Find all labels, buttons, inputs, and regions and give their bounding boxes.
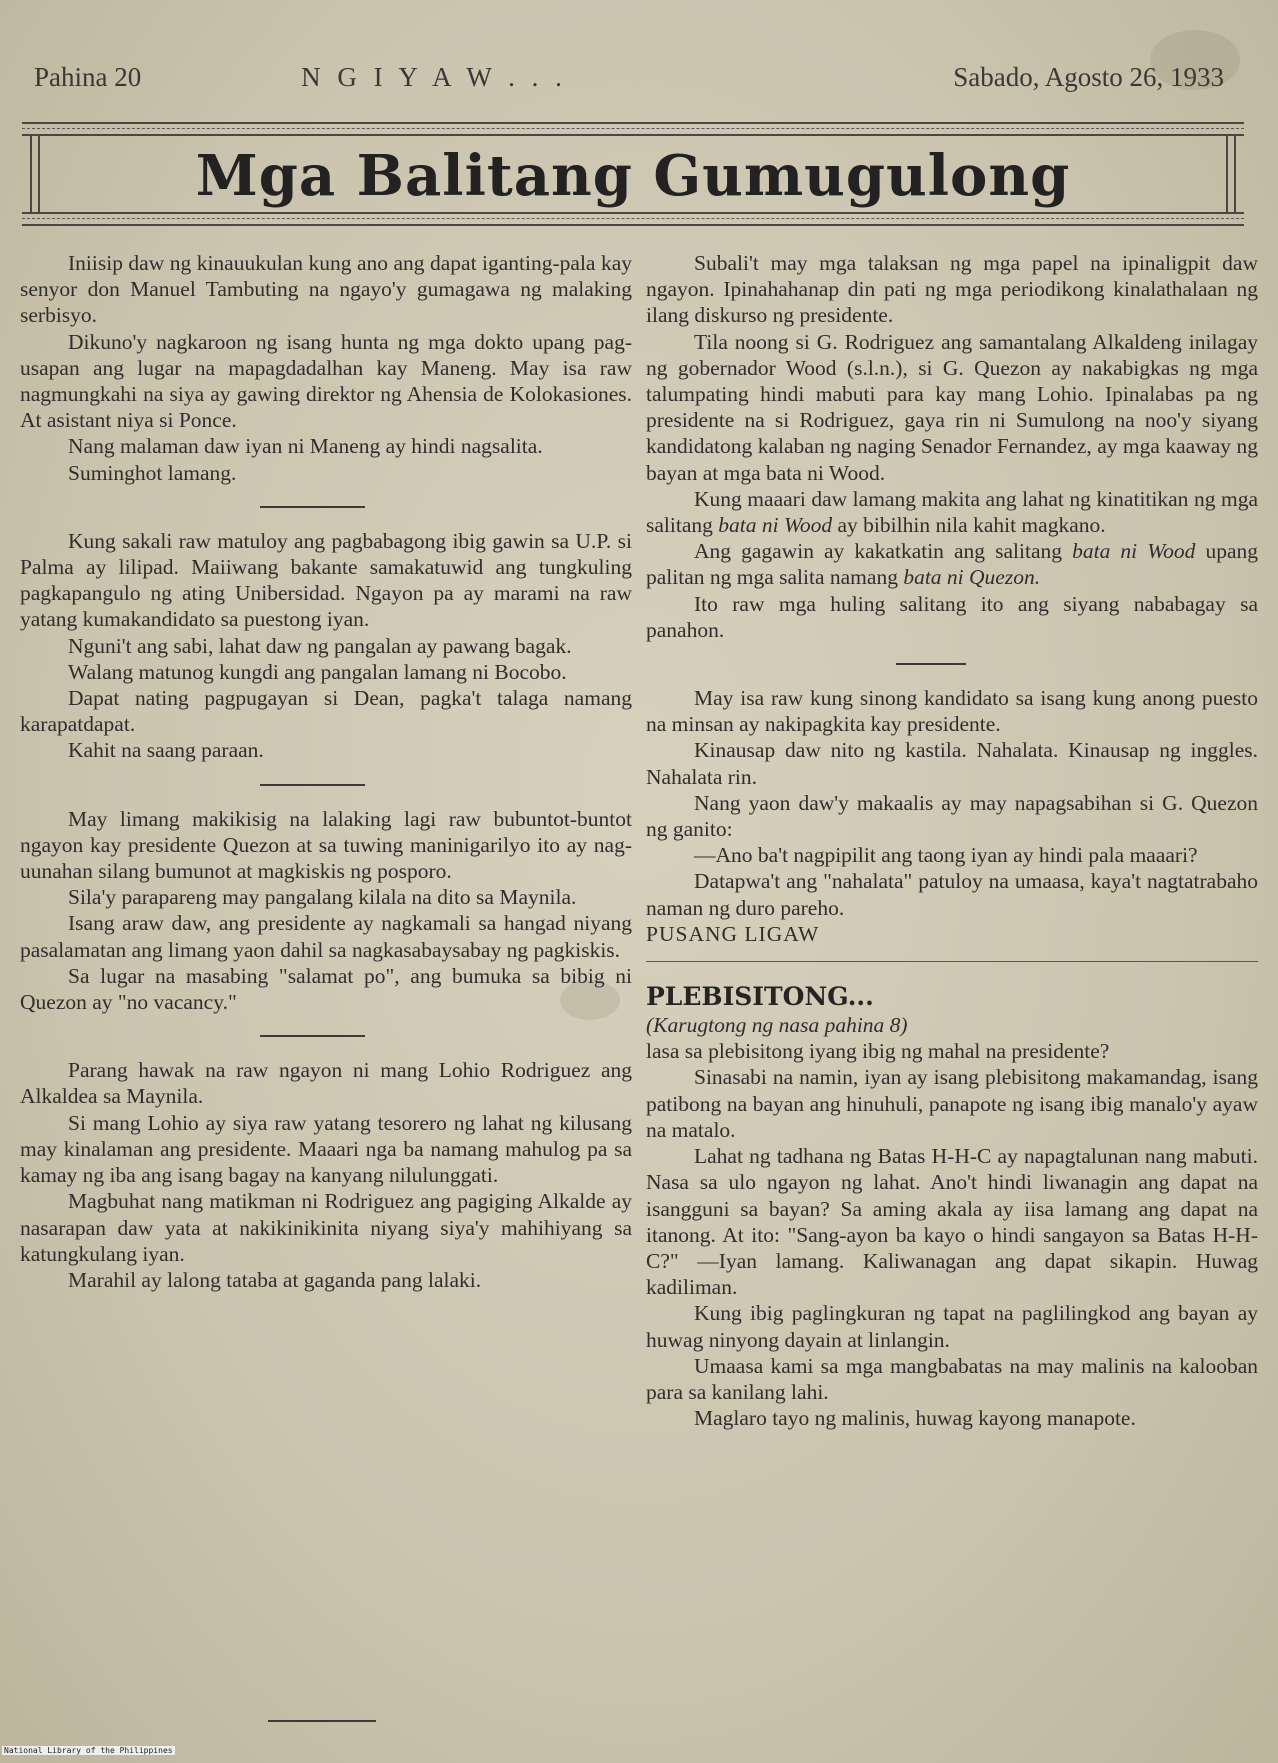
text-run: ay bibilhin nila kahit magkano. (837, 513, 1106, 538)
left-column (20, 250, 632, 1293)
continued-article-heading: PLEBISITONG... (646, 982, 874, 1012)
running-head (34, 62, 1264, 102)
item-separator (20, 774, 632, 794)
section-title: Mga Balitang Gumugulong (195, 143, 1071, 209)
masthead-rule (22, 122, 1244, 124)
page-number: Pahina 20 (34, 62, 142, 92)
paragraph: Magbuhat nang matikman ni Rodriguez ang pagiging Alkalde ay nasarapan daw yata at nakikinikinita niyang siya'y mahihiyang sa katungkulang iyan. (20, 1189, 632, 1266)
paragraph: lasa sa plebisitong iyang ibig ng mahal na presidente? (646, 1039, 1110, 1064)
masthead-rule (22, 134, 1244, 136)
paragraph: Nang malaman daw iyan ni Maneng ay hindi nagsalita. (68, 434, 543, 459)
paragraph: Dapat nating pagpugayan si Dean, pagka't talaga namang karapatdapat. (20, 686, 632, 737)
paragraph (646, 538, 1258, 590)
right-column (646, 250, 1258, 1431)
paragraph: Iniisip daw ng kinauukulan kung ano ang dapat iganting-pala kay senyor don Manuel Tambuting na ngayo'y gumagawa ng malaking serbisyo. (20, 251, 632, 328)
italic-phrase: bata ni Wood (1072, 539, 1196, 564)
paragraph: Nang yaon daw'y makaalis ay may napagsabihan si G. Quezon ng ganito: (646, 790, 1258, 842)
paragraph: Dikuno'y nagkaroon ng isang hunta ng mga dokto upang pag-usapan ang lugar na mapagdadalhan kay Maneng. May isa raw nagmungkahi na siya ay gawing direktor ng Ahensia de Kolokasiones. At asistant niya si Ponce. (20, 329, 632, 433)
issue-date: Sabado, Agosto 26, 1933 (953, 62, 1224, 92)
text-run: upang palitan ng mga salita namang (646, 539, 1259, 590)
text-run: Kung maaari daw lamang makita ang lahat ng kinatitikan ng mga salitang (646, 486, 1258, 538)
paragraph: Lahat ng tadhana ng Batas H-H-C ay napagtalunan nang mabuti. Nasa sa ulo ngayon ng lahat. Ano't hindi liwanagin ang dapat na isangguni sa bayan? Sa aming akala ay iisa lamang ang dapat na itanong. At ito: "Sang-ayon ba kayo o hindi sangayon sa Batas H-H-C?" —Iyan lamang. Kaliwanagan ang dapat sikapin. Huwag kadiliman. (646, 1144, 1258, 1300)
author-signature: PUSANG LIGAW (646, 921, 820, 946)
paragraph: Ito raw mga huling salitang ito ang siyang nababagay sa panahon. (646, 591, 1258, 642)
paragraph: Kinausap daw nito ng kastila. Nahalata. Kinausap ng inggles. Nahalata rin. (646, 738, 1258, 789)
italic-phrase: bata ni Quezon. (903, 565, 1041, 590)
paragraph: Subali't may mga talaksan ng mga papel na ipinaligpit daw ngayon. Ipinahahanap din pati ng mga periodikong kinalathalaan ng ilang diskurso ng presidente. (646, 251, 1258, 328)
masthead-rule (22, 128, 1244, 129)
paragraph: Kung ibig paglingkuran ng tapat na paglilingkod ang bayan ay huwag ninyong dayain at linlangin. (646, 1301, 1258, 1352)
italic-phrase: bata ni Wood (718, 513, 833, 538)
paragraph: Si mang Lohio ay siya raw yatang tesorero ng lahat ng kilusang may kinalaman ang presidente. Maaari nga ba namang mahulog pa sa kamay ng iba ang isang bagay na kanyang nilulunggati. (20, 1110, 632, 1188)
item-separator (646, 653, 1258, 673)
paragraph: Isang araw daw, ang presidente ay nagkamali sa hangad niyang pasalamatan ang limang yaon dahil sa nagkasabaysabay ng pagkiskis. (20, 911, 632, 962)
paragraph (646, 486, 1258, 538)
paragraph: Kung sakali raw matuloy ang pagbabagong ibig gawin sa U.P. si Palma ay lilipad. Maiiwang bakante samakatuwid ang tungkuling pagkapangulo ng ating Unibersidad. Ngayon pa ay marami na raw yatang kumakandidato sa puestong iyan. (20, 528, 632, 632)
paragraph: Kahit na saang paraan. (68, 738, 264, 763)
archive-credit: National Library of the Philippines (4, 1746, 173, 1755)
paragraph: Umaasa kami sa mga mangbabatas na may malinis na kalooban para sa kanilang lahi. (646, 1353, 1258, 1404)
paragraph: Marahil ay lalong tataba at gaganda pang lalaki. (68, 1267, 482, 1292)
paragraph: —Ano ba't nagpipilit ang taong iyan ay hindi pala maaari? (694, 843, 1198, 868)
masthead-rule (22, 212, 1244, 214)
paragraph: Maglaro tayo ng malinis, huwag kayong manapote. (694, 1406, 1136, 1431)
masthead-rule (22, 224, 1244, 226)
continuation-note: (Karugtong ng nasa pahina 8) (646, 1013, 908, 1038)
section-rule (646, 961, 1258, 962)
paragraph: Datapwa't ang "nahalata" patuloy na umaasa, kaya't nagtatrabaho naman ng duro pareho. (646, 869, 1258, 920)
paragraph: Parang hawak na raw ngayon ni mang Lohio Rodriguez ang Alkaldea sa Maynila. (20, 1058, 632, 1109)
paragraph: May limang makikisig na lalaking lagi raw bubuntot-buntot ngayon kay presidente Quezon at sa tuwing maninigarilyo ito ay nag-uunahan silang bumunot at magkiskis ng posporo. (20, 806, 632, 884)
paragraph: Tila noong si G. Rodriguez ang samantalang Alkaldeng inilagay ng gobernador Wood (s.l.n.), si G. Quezon ay nakabigkas ng mga talumpating hindi mabuti para kay mang Lohio. Ipinalabas pa ng presidente na si Rodriguez, gaya rin ni Sumulong na noo'y siyang kandidatong kalaban ng naging Senador Fernandez, ay mga kaaway ng bayan at mga bata ni Wood. (646, 329, 1258, 485)
paragraph: Suminghot lamang. (68, 460, 237, 485)
paragraph: Nguni't ang sabi, lahat daw ng pangalan ay pawang bagak. (68, 633, 572, 658)
paragraph: Sila'y parapareng may pangalang kilala na dito sa Maynila. (68, 885, 577, 910)
text-run: Ang gagawin ay kakatkatin ang salitang (694, 539, 1063, 564)
item-separator (20, 1025, 632, 1045)
paragraph: Sa lugar na masabing "salamat po", ang bumuka sa bibig ni Quezon ay "no vacancy." (20, 963, 632, 1015)
paragraph: Sinasabi na namin, iyan ay isang plebisitong makamandag, isang patibong na bayan ang hinuhuli, panapote ng isang ibig manalo'y ayaw na matalo. (646, 1065, 1258, 1142)
paper-name: N G I Y A W . . . (301, 62, 567, 92)
section-masthead (22, 118, 1244, 230)
masthead-rule (22, 218, 1244, 219)
item-separator (20, 496, 632, 516)
paragraph: May isa raw kung sinong kandidato sa isang kung anong puesto na minsan ay nakipagkita kay presidente. (646, 686, 1258, 737)
column-end-rule (268, 1720, 376, 1722)
paragraph: Walang matunog kungdi ang pangalan lamang ni Bocobo. (68, 659, 567, 684)
